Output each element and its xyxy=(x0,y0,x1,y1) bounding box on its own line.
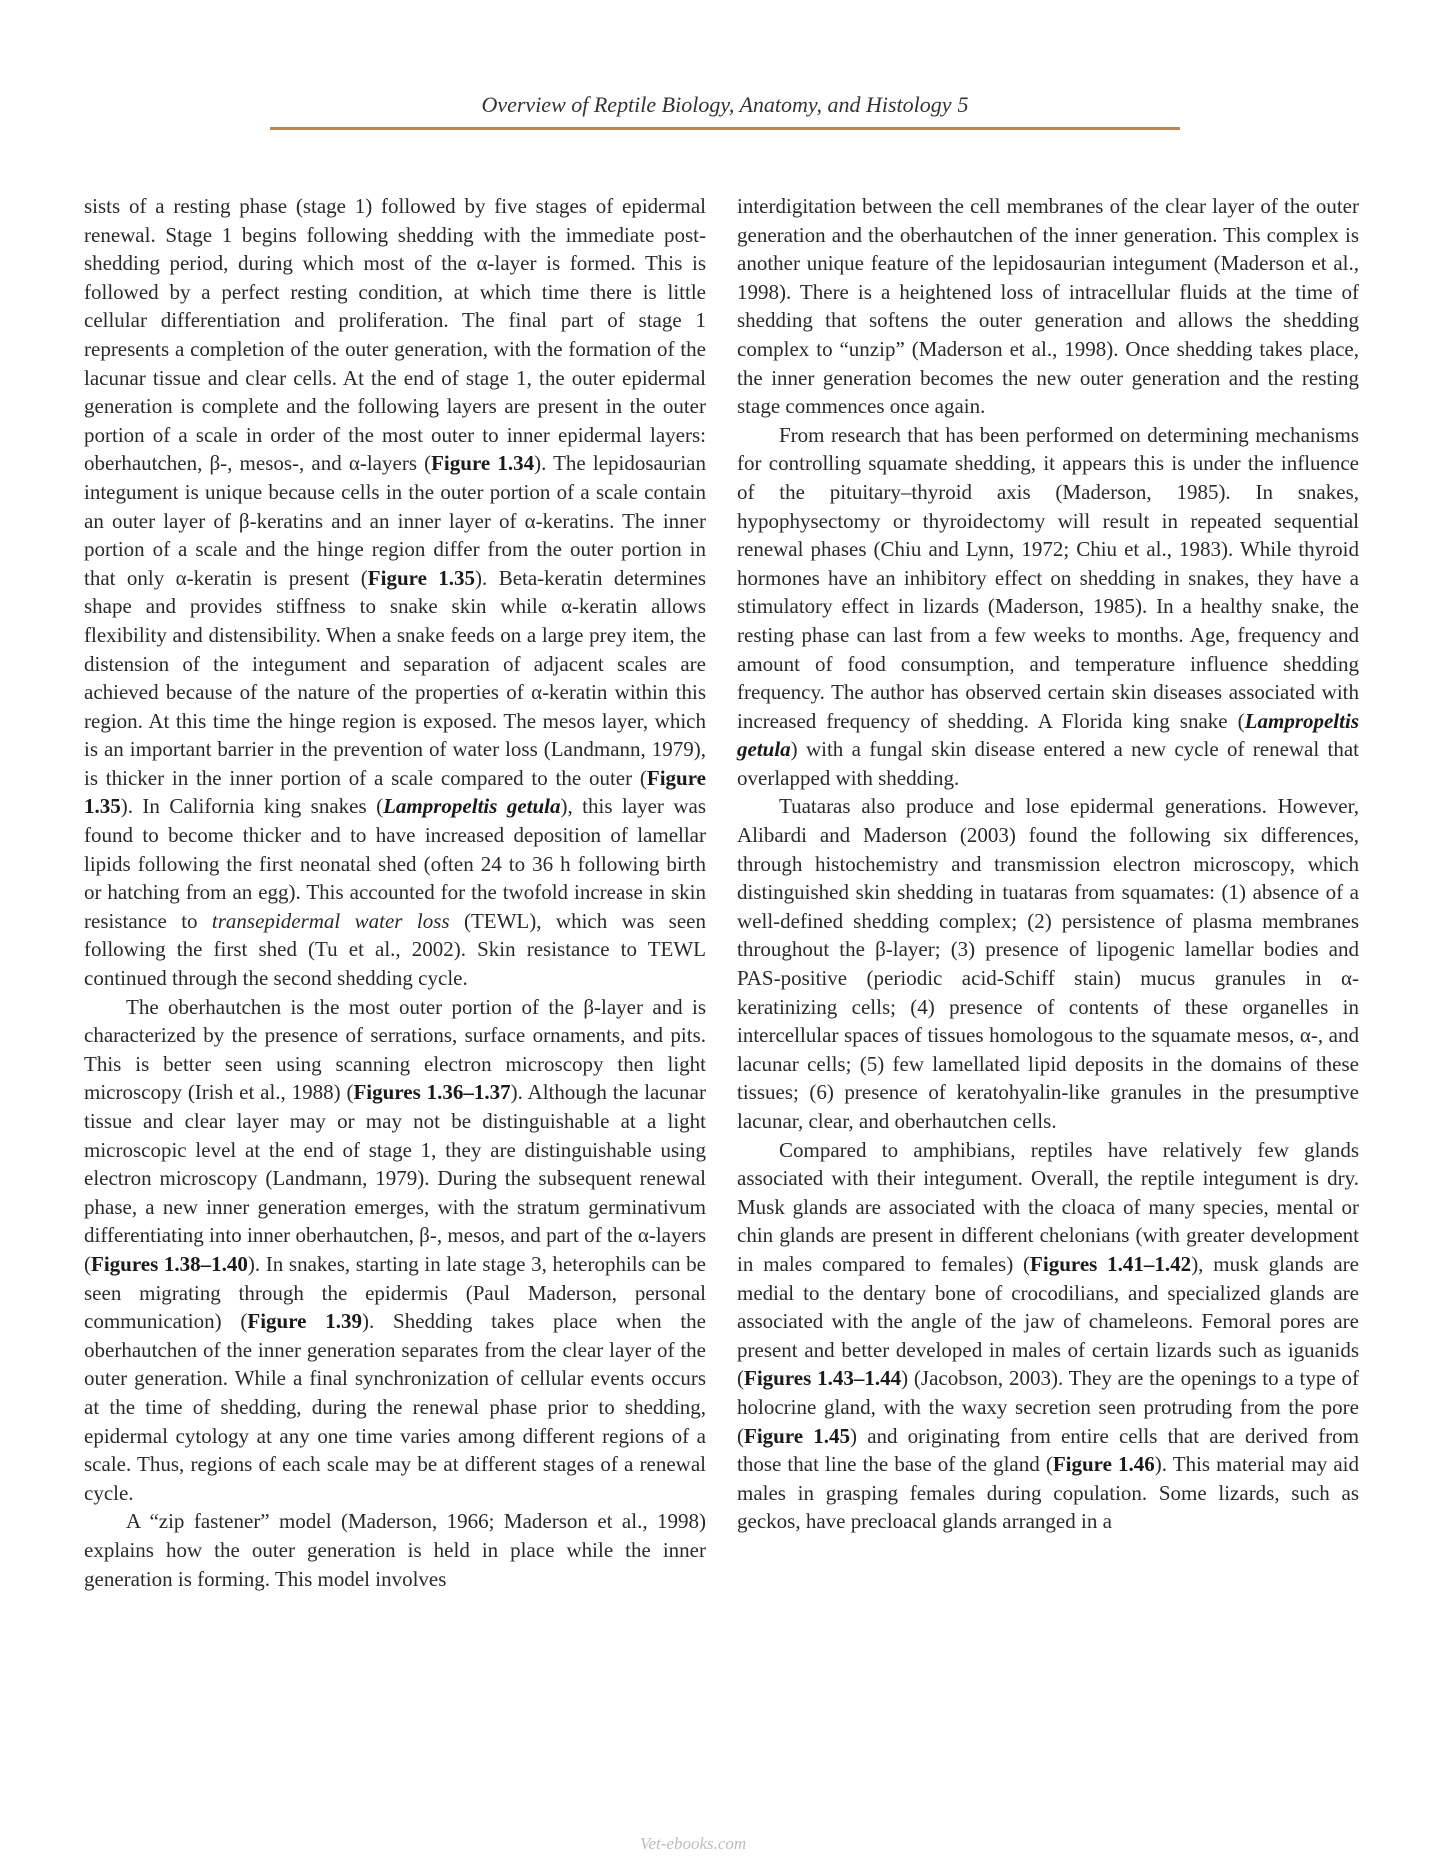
figure-reference: Figures 1.43–1.44 xyxy=(744,1366,902,1391)
running-head xyxy=(270,92,1180,118)
text-run: A “zip fastener” model (Maderson, 1966; Maderson et al., 1998) explains how the outer generation is held in place while the inner generation is forming. This model involves xyxy=(84,1509,706,1591)
running-title: Overview of Reptile Biology, Anatomy, and Histology xyxy=(481,92,952,117)
figure-reference: Figure 1.45 xyxy=(744,1423,851,1448)
paragraph xyxy=(737,421,1359,793)
italic-term: transepidermal water loss xyxy=(211,908,450,933)
text-run: ), musk glands are medial to the dentary bone of crocodilians, and specialized glands are associated with the angle of the jaw of chameleons. Femoral pores are present and better developed in males of certain lizards such as iguanids ( xyxy=(737,1251,1359,1391)
text-run: ), this layer was found to become thicker and to have increased deposition of lamellar lipids following the first neonatal shed (often 24 to 36 h following birth or hatching from an egg). This accounted for the twofold increase in skin resistance to xyxy=(84,794,707,933)
species-name: Lampropeltis getula xyxy=(737,708,1359,762)
text-run: ). Although the lacunar tissue and clear layer may or may not be distinguishable at a light microscopic level at the end of stage 1, they are distinguishable using electron microscopy (Landmann, 1979). During the subsequent renewal phase, a new inner generation emerges, with the stratum germinativum differentiating into inner oberhautchen, β-, mesos, and part of the α-layers ( xyxy=(84,1080,706,1276)
text-run: Compared to amphibians, reptiles have relatively few glands associated with their integument. Overall, the reptile integument is dry. Musk glands are associated with the cloaca of many species, mental or chin glands are present in different chelonians (with greater development in males compared to females) ( xyxy=(737,1137,1359,1276)
figure-reference: Figures 1.38–1.40 xyxy=(91,1251,248,1276)
figure-reference: Figure 1.46 xyxy=(1052,1452,1155,1477)
text-run: (TEWL), which was seen following the first shed (Tu et al., 2002). Skin resistance to TEWL continued through the second shedding cycle. xyxy=(84,908,706,991)
text-run: Tuataras also produce and lose epidermal generations. However, Alibardi and Maderson (2003) found the following six differences, through histochemistry and transmission electron microscopy, which distinguished skin shedding in tuataras from squamates: (1) absence of a well-defined shedding complex; (2) persistence of plasma membranes throughout the β-layer; (3) presence of lipogenic lamellar bodies and PAS-positive (periodic acid-Schiff stain) mucus granules in α-keratinizing cells; (4) presence of contents of these organelles in intercellular spaces of tissues homologous to the squamate mesos, α-, and lacunar cells; (5) few lamellated lipid deposits in the domains of these tissues; (6) presence of keratohyalin-like granules in the presumptive lacunar, clear, and oberhautchen cells. xyxy=(737,794,1359,1133)
text-run: ). This material may aid males in grasping females during copulation. Some lizards, such as geckos, have precloacal glands arranged in a xyxy=(737,1452,1359,1534)
right-column xyxy=(737,192,1359,1536)
text-run: ). Beta-keratin determines shape and provides stiffness to snake skin while α-keratin allows flexibility and distensibility. When a snake feeds on a large prey item, the distension of the integument and separation of adjacent scales are achieved because of the nature of the properties of α-keratin within this region. At this time the hinge region is exposed. The mesos layer, which is an important barrier in the prevention of water loss (Landmann, 1979), is thicker in the inner portion of a scale compared to the outer ( xyxy=(84,565,707,790)
figure-reference: Figure 1.39 xyxy=(247,1309,363,1334)
text-run: From research that has been performed on determining mechanisms for controlling squamate shedding, it appears this is under the influence of the pituitary–thyroid axis (Maderson, 1985). In snakes, hypophysectomy or thyroidectomy will result in repeated sequential renewal phases (Chiu and Lynn, 1972; Chiu et al., 1983). While thyroid hormones have an inhibitory effect on shedding in snakes, they have a stimulatory effect in lizards (Maderson, 1985). In a healthy snake, the resting phase can last from a few weeks to months. Age, frequency and amount of food consumption, and temperature influence shedding frequency. The author has observed certain skin diseases associated with increased frequency of shedding. A Florida king snake ( xyxy=(737,422,1359,733)
figure-reference: Figure 1.35 xyxy=(367,565,476,590)
paragraph xyxy=(84,993,706,1508)
header-rule xyxy=(270,127,1180,130)
text-run: ) and originating from entire cells that are derived from those that line the base of the gland ( xyxy=(737,1423,1359,1477)
text-run: ). Shedding takes place when the oberhautchen of the inner generation separates from the clear layer of the outer generation. While a final synchronization of cellular events occurs at the time of shedding, during the renewal phase prior to shedding, epidermal cytology at any one time varies among different regions of a scale. Thus, regions of each scale may be at different stages of a renewal cycle. xyxy=(84,1309,706,1505)
paragraph xyxy=(84,1507,706,1593)
figure-reference: Figure 1.35 xyxy=(84,765,706,819)
text-run: ) with a fungal skin disease entered a new cycle of renewal that overlapped with shedding. xyxy=(737,737,1359,790)
paragraph xyxy=(84,192,706,993)
paragraph xyxy=(737,792,1359,1135)
text-run: The oberhautchen is the most outer portion of the β-layer and is characterized by the presence of serrations, surface ornaments, and pits. This is better seen using scanning electron microscopy then light microscopy (Irish et al., 1988) ( xyxy=(84,994,706,1105)
left-column xyxy=(84,192,706,1593)
page-number: 5 xyxy=(957,92,969,117)
figure-reference: Figure 1.34 xyxy=(431,451,535,476)
text-run: ). The lepidosaurian integument is unique because cells in the outer portion of a scale contain an outer layer of β-keratins and an inner layer of α-keratins. The inner portion of a scale and the hinge region differ from the outer portion in that only α-keratin is present ( xyxy=(84,451,706,590)
figure-reference: Figures 1.36–1.37 xyxy=(353,1080,511,1105)
text-run: interdigitation between the cell membranes of the clear layer of the outer generation and the oberhautchen of the inner generation. This complex is another unique feature of the lepidosaurian integument (Maderson et al., 1998). There is a heightened loss of intracellular fluids at the time of shedding that softens the outer generation and allows the shedding complex to “unzip” (Maderson et al., 1998). Once shedding takes place, the inner generation becomes the new outer generation and the resting stage commences once again. xyxy=(737,194,1359,419)
species-name: Lampropeltis getula xyxy=(383,794,561,819)
paragraph xyxy=(737,1136,1359,1536)
text-run: sists of a resting phase (stage 1) followed by five stages of epidermal renewal. Stage 1 begins following shedding with the immediate post-shedding period, during which most of the α-layer is formed. This is followed by a perfect resting condition, at which time there is little cellular differentiation and proliferation. The final part of stage 1 represents a completion of the outer generation, with the formation of the lacunar tissue and clear cells. At the end of stage 1, the outer epidermal generation is complete and the following layers are present in the outer portion of a scale in order of the most outer to inner epidermal layers: oberhautchen, β-, mesos-, and α-layers ( xyxy=(84,194,706,476)
watermark: Vet-ebooks.com xyxy=(640,1834,747,1853)
figure-reference: Figures 1.41–1.42 xyxy=(1030,1251,1192,1276)
text-run: ). In snakes, starting in late stage 3, heterophils can be seen migrating through the epidermis (Paul Maderson, personal communication) ( xyxy=(84,1251,707,1334)
paragraph xyxy=(737,192,1359,421)
text-run: ) (Jacobson, 2003). They are the openings to a type of holocrine gland, with the waxy secretion seen protruding from the pore ( xyxy=(737,1366,1360,1448)
text-run: ). In California king snakes ( xyxy=(120,794,384,819)
